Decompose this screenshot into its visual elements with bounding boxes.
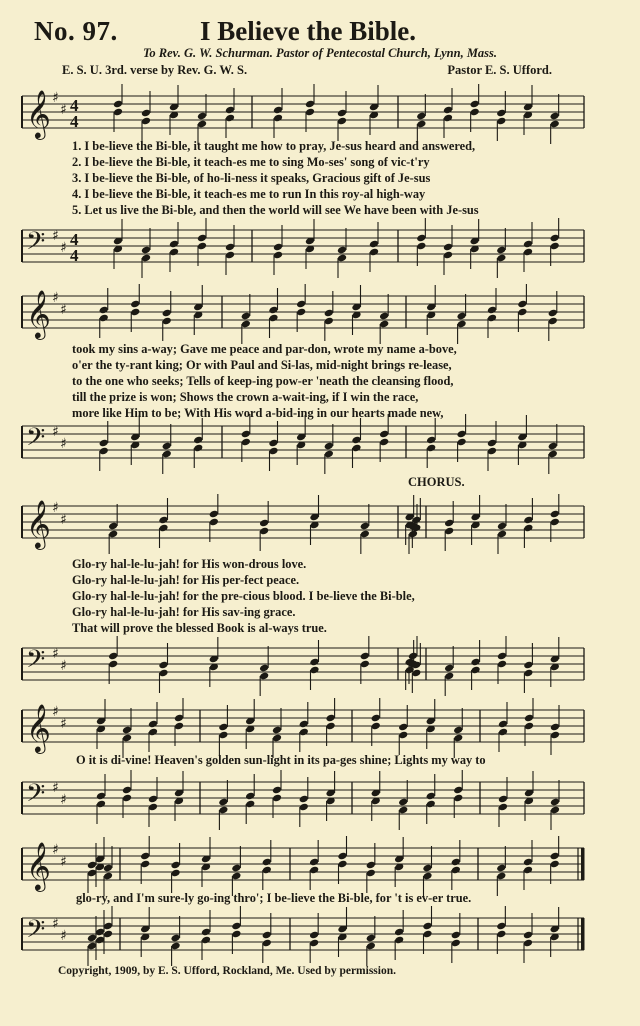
lyric-line: Glo-ry hal-le-lu-jah! for His won-drous love.	[72, 557, 307, 571]
note-chord	[360, 504, 370, 554]
note-chord	[487, 421, 497, 471]
note-chord	[337, 91, 347, 141]
note-chord	[241, 414, 251, 462]
note-chord	[162, 291, 172, 341]
note-chord	[325, 698, 335, 746]
sharp-icon: ♯	[52, 424, 59, 440]
lyric-line: 1. I be-lieve the Bi-ble, it taught me how to pray, Je-sus heard and answered,	[72, 139, 476, 153]
note-chord	[130, 284, 140, 332]
note-chord	[113, 84, 123, 132]
note-chord	[170, 843, 180, 893]
sharp-icon: ♯	[60, 302, 67, 318]
hymn-number: No. 97.	[34, 16, 118, 46]
note-chord	[360, 636, 370, 684]
sharp-icon: ♯	[60, 240, 67, 256]
note-chord	[309, 913, 319, 963]
note-chord	[548, 291, 558, 341]
note-chord	[422, 906, 432, 954]
lyric-line: Glo-ry hal-le-lu-jah! for His sav-ing grace.	[72, 605, 296, 619]
lyric-line: That will prove the blessed Book is al-ways true.	[72, 621, 327, 635]
time-signature-bottom: 4	[70, 246, 79, 265]
note-chord	[470, 84, 480, 132]
note-chord	[259, 646, 269, 696]
note-chord	[99, 421, 109, 471]
note-chord	[456, 414, 466, 462]
note-chord	[141, 228, 151, 278]
note-chord	[209, 494, 219, 542]
bass-clef-icon: 𝄢	[26, 645, 46, 680]
bass-staff-5	[0, 906, 640, 968]
note-chord	[550, 494, 560, 542]
note-chord	[550, 218, 560, 266]
bass-clef-icon: 𝄢	[26, 779, 46, 814]
sharp-icon: ♯	[60, 928, 67, 944]
lyric-line: Glo-ry hal-le-lu-jah! for His per-fect peace.	[72, 573, 300, 587]
note-chord	[416, 94, 426, 144]
note-chord	[498, 777, 508, 827]
lyric-line: 2. I be-lieve the Bi-ble, it teach-es me to sing Mo-ses' song of vic-t'ry	[72, 155, 430, 169]
note-chord	[550, 780, 560, 830]
note-chord	[550, 705, 560, 755]
sharp-icon: ♯	[60, 716, 67, 732]
treble-clef-icon: 𝄞	[26, 499, 51, 548]
lyric-line: Glo-ry hal-le-lu-jah! for the pre-cious blood. I be-lieve the Bi-ble,	[72, 589, 415, 603]
note-chord	[550, 94, 560, 144]
sharp-icon: ♯	[60, 792, 67, 808]
note-chord	[324, 291, 334, 341]
note-chord	[371, 698, 381, 746]
note-chord	[259, 501, 269, 551]
sharp-icon: ♯	[52, 228, 59, 244]
treble-clef-icon: 𝄞	[26, 703, 51, 752]
bass-staff-2	[0, 414, 640, 476]
note-chord	[272, 708, 282, 758]
bass-clef-icon: 𝄢	[26, 915, 46, 950]
note-chord	[225, 225, 235, 275]
bass-clef-icon: 𝄢	[26, 423, 46, 458]
sharp-icon: ♯	[52, 916, 59, 932]
sharp-icon: ♯	[52, 646, 59, 662]
lyric-line: more like Him to be; With His word a-bid-ing in our hearts made new,	[72, 406, 444, 420]
note-chord	[108, 504, 118, 554]
sharp-icon: ♯	[60, 102, 67, 118]
note-chord	[273, 225, 283, 275]
note-chord	[497, 504, 507, 554]
sharp-icon: ♯	[52, 780, 59, 796]
note-chord	[444, 501, 454, 551]
sharp-icon: ♯	[52, 704, 59, 720]
note-chord	[443, 225, 453, 275]
note-chord	[158, 643, 168, 693]
treble-clef-icon: 𝄞	[26, 89, 51, 138]
bass-staff-3	[0, 636, 640, 698]
lyric-line: 5. Let us live the Bi-ble, and then the world will see We have been with Je-sus	[72, 203, 479, 217]
sharp-icon: ♯	[52, 500, 59, 516]
lyric-line: till the prize is won; Shows the crown a-wait-ing, if I win the race,	[72, 390, 419, 404]
bass-staff-1	[0, 218, 640, 280]
music-credit: Pastor E. S. Ufford.	[447, 63, 552, 77]
note-chord	[305, 84, 315, 132]
lyric-line: to the one who seeks; Tells of keep-ing pow-er 'neath the cleansing flood,	[72, 374, 454, 388]
note-chord	[148, 777, 158, 827]
note-chord	[122, 708, 132, 758]
note-chord	[451, 913, 461, 963]
lyric-line: glo-ry, and I'm sure-ly go-ing thro'; I be-lieve the Bi-ble, for 't is ev-er true.	[76, 891, 472, 905]
sharp-icon: ♯	[52, 290, 59, 306]
note-chord	[366, 916, 376, 966]
treble-staff-1	[0, 84, 640, 146]
note-chord	[548, 424, 558, 474]
treble-staff-5	[0, 836, 640, 898]
note-chord	[324, 424, 334, 474]
note-chord	[496, 228, 506, 278]
note-chord	[231, 846, 241, 896]
note-chord	[453, 770, 463, 818]
note-chord	[523, 643, 533, 693]
note-chord	[262, 913, 272, 963]
sharp-icon: ♯	[52, 90, 59, 106]
words-credit: E. S. U. 3rd. verse by Rev. G. W. S.	[62, 63, 248, 77]
treble-staff-3	[0, 494, 640, 556]
note-chord	[218, 780, 228, 830]
note-chord	[496, 91, 506, 141]
chorus-label: CHORUS.	[408, 475, 465, 489]
note-chord	[497, 636, 507, 684]
treble-clef-icon: 𝄞	[26, 841, 51, 890]
note-chord	[398, 780, 408, 830]
note-chord	[517, 284, 527, 332]
note-chord	[398, 705, 408, 755]
note-chord	[453, 708, 463, 758]
note-chord	[337, 836, 347, 884]
note-chord	[170, 916, 180, 966]
sharp-icon: ♯	[60, 512, 67, 528]
lyric-line: o'er the ty-rant king; Or with Paul and Si-las, mid-night brings re-lease,	[72, 358, 452, 372]
lyric-line: 4. I be-lieve the Bi-ble, it teach-es me to run In this roy-al high-way	[72, 187, 426, 201]
note-chord	[379, 414, 389, 462]
note-chord	[174, 698, 184, 746]
sharp-icon: ♯	[52, 842, 59, 858]
note-chord	[108, 636, 118, 684]
lyric-line: took my sins a-way; Gave me peace and par-don, wrote my name a-bove,	[72, 342, 457, 356]
note-chord	[218, 705, 228, 755]
note-chord	[268, 421, 278, 471]
note-chord	[366, 843, 376, 893]
note-chord	[444, 646, 454, 696]
sharp-icon: ♯	[60, 854, 67, 870]
sharp-icon: ♯	[60, 658, 67, 674]
hymn-title: I Believe the Bible.	[200, 16, 416, 46]
treble-staff-4	[0, 698, 640, 760]
note-chord	[241, 294, 251, 344]
note-chord	[141, 91, 151, 141]
note-chord	[197, 218, 207, 266]
note-chord	[379, 294, 389, 344]
time-signature-top: 4	[70, 230, 79, 249]
note-chord	[496, 846, 506, 896]
note-chord	[496, 906, 506, 954]
note-chord	[140, 836, 150, 884]
bass-clef-icon: 𝄢	[26, 227, 46, 262]
dedication: To Rev. G. W. Schurman. Pastor of Pentecostal Church, Lynn, Mass.	[142, 46, 498, 60]
note-chord	[197, 94, 207, 144]
time-signature-top: 4	[70, 96, 79, 115]
note-chord	[231, 906, 241, 954]
lyric-line: 3. I be-lieve the Bi-ble, of ho-li-ness it speaks, Gracious gift of Je-sus	[72, 171, 431, 185]
note-chord	[523, 913, 533, 963]
note-chord	[337, 228, 347, 278]
time-signature-bottom: 4	[70, 112, 79, 131]
note-chord	[416, 218, 426, 266]
note-chord	[162, 424, 172, 474]
treble-staff-2	[0, 284, 640, 346]
copyright-notice: Copyright, 1909, by E. S. Ufford, Rockland, Me. Used by permission.	[58, 965, 396, 977]
note-chord	[422, 846, 432, 896]
treble-clef-icon: 𝄞	[26, 289, 51, 338]
note-chord	[299, 777, 309, 827]
note-chord	[456, 294, 466, 344]
note-chord	[296, 284, 306, 332]
note-chord	[550, 836, 560, 884]
sharp-icon: ♯	[60, 436, 67, 452]
bass-staff-4	[0, 770, 640, 832]
note-chord	[272, 770, 282, 818]
lyric-line: O it is di-vine! Heaven's golden sun-light in its pa-ges shine; Lights my way to	[76, 753, 486, 767]
note-chord	[524, 698, 534, 746]
note-chord	[122, 770, 132, 818]
